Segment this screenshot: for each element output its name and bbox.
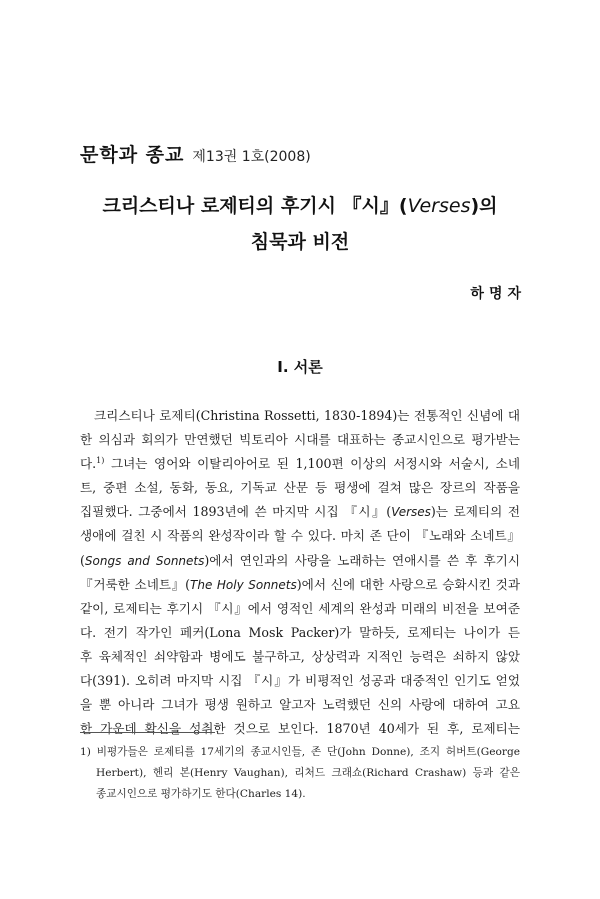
body-line xyxy=(80,549,520,573)
title-line-1-pre: 크리스티나 로제티의 후기시 『시』( xyxy=(102,195,408,217)
author-name: 하명자 xyxy=(470,286,526,302)
footnote-line: 1) 비평가들은 로제티를 17세기의 종교시인들, 존 단(John Donne), 조지 허버트(George xyxy=(80,746,520,758)
section-heading: I. 서론 xyxy=(277,358,323,376)
paper-title xyxy=(0,188,600,260)
body-line: 다(391). 오히려 마지막 시집 『시』가 비평적인 성공과 대중적인 인기도 얻었 xyxy=(80,673,520,689)
title-verses-italic: Verses xyxy=(407,195,471,217)
journal-issue: 제13권 1호(2008) xyxy=(192,149,311,165)
footnote xyxy=(80,742,520,805)
body-line xyxy=(80,573,520,597)
body-text-run: )에서 연인과의 사랑을 노래하는 연애시를 쓴 후 후기시 xyxy=(204,552,520,568)
body-text-run: 다. xyxy=(80,456,97,472)
italic-title: Verses xyxy=(391,505,431,520)
footnote-line: 종교시인으로 평가하기도 한다(Charles 14). xyxy=(96,788,306,800)
body-paragraph xyxy=(80,404,520,741)
body-line: 같이, 로제티는 후기시 『시』에서 영적인 세계의 완성과 미래의 비전을 보여준 xyxy=(80,600,520,616)
body-text-run: )는 로제티의 전 xyxy=(430,504,520,520)
body-line: 을 뿐 아니라 그녀가 평생 원하고 알고자 노력했던 신의 사랑에 대하여 고요 xyxy=(80,697,520,713)
footnote-reference[interactable]: 1) xyxy=(96,456,105,465)
body-line xyxy=(80,500,520,524)
body-text-run: 그녀는 영어와 이탈리아어로 된 1,100편 이상의 서정시와 서술시, 소네 xyxy=(104,456,520,472)
body-line xyxy=(80,452,520,476)
body-line: 한 가운데 확신을 성취한 것으로 보인다. 1870년 40세가 된 후, 로제티는 xyxy=(80,721,520,737)
footnote-line: Herbert), 헨리 본(Henry Vaughan), 리처드 크래쇼(Richard Crashaw) 등과 같은 xyxy=(96,767,520,779)
body-line: 트, 중편 소설, 동화, 동요, 기독교 산문 등 평생에 걸쳐 많은 장르의 작품을 xyxy=(80,480,520,496)
body-line: 한 의심과 회의가 만연했던 빅토리아 시대를 대표하는 종교시인으로 평가받는 xyxy=(80,432,520,448)
italic-title: The Holy Sonnets xyxy=(190,577,297,592)
body-line: 크리스티나 로제티(Christina Rossetti, 1830-1894)는 전통적인 신념에 대 xyxy=(94,408,520,423)
body-text-run: )에서 신에 대한 사랑으로 승화시킨 것과 xyxy=(296,576,520,592)
footnote-divider xyxy=(80,732,215,733)
body-text-run: 『거룩한 소네트』( xyxy=(80,576,191,592)
body-text-run: 집필했다. 그중에서 1893년에 쓴 마지막 시집 『시』( xyxy=(80,504,392,520)
italic-title: Songs and Sonnets xyxy=(84,553,205,568)
title-line-2: 침묵과 비전 xyxy=(250,231,350,253)
body-line: 다. 전기 작가인 페커(Lona Mosk Packer)가 말하듯, 로제티는 나이가 든 xyxy=(80,624,520,640)
title-line-1-post: )의 xyxy=(470,195,498,217)
body-line: 생애에 걸친 시 작품의 완성작이라 할 수 있다. 마치 존 단이 『노래와 소네트』 xyxy=(80,528,520,544)
title-line-1 xyxy=(0,188,600,224)
journal-logo: 문학과 종교 xyxy=(80,144,185,166)
journal-header xyxy=(80,140,311,167)
body-text-run: ( xyxy=(80,552,85,568)
body-line: 후 육체적인 쇠약함과 병에도 불구하고, 상상력과 지적인 능력은 쇠하지 않았 xyxy=(80,648,520,664)
